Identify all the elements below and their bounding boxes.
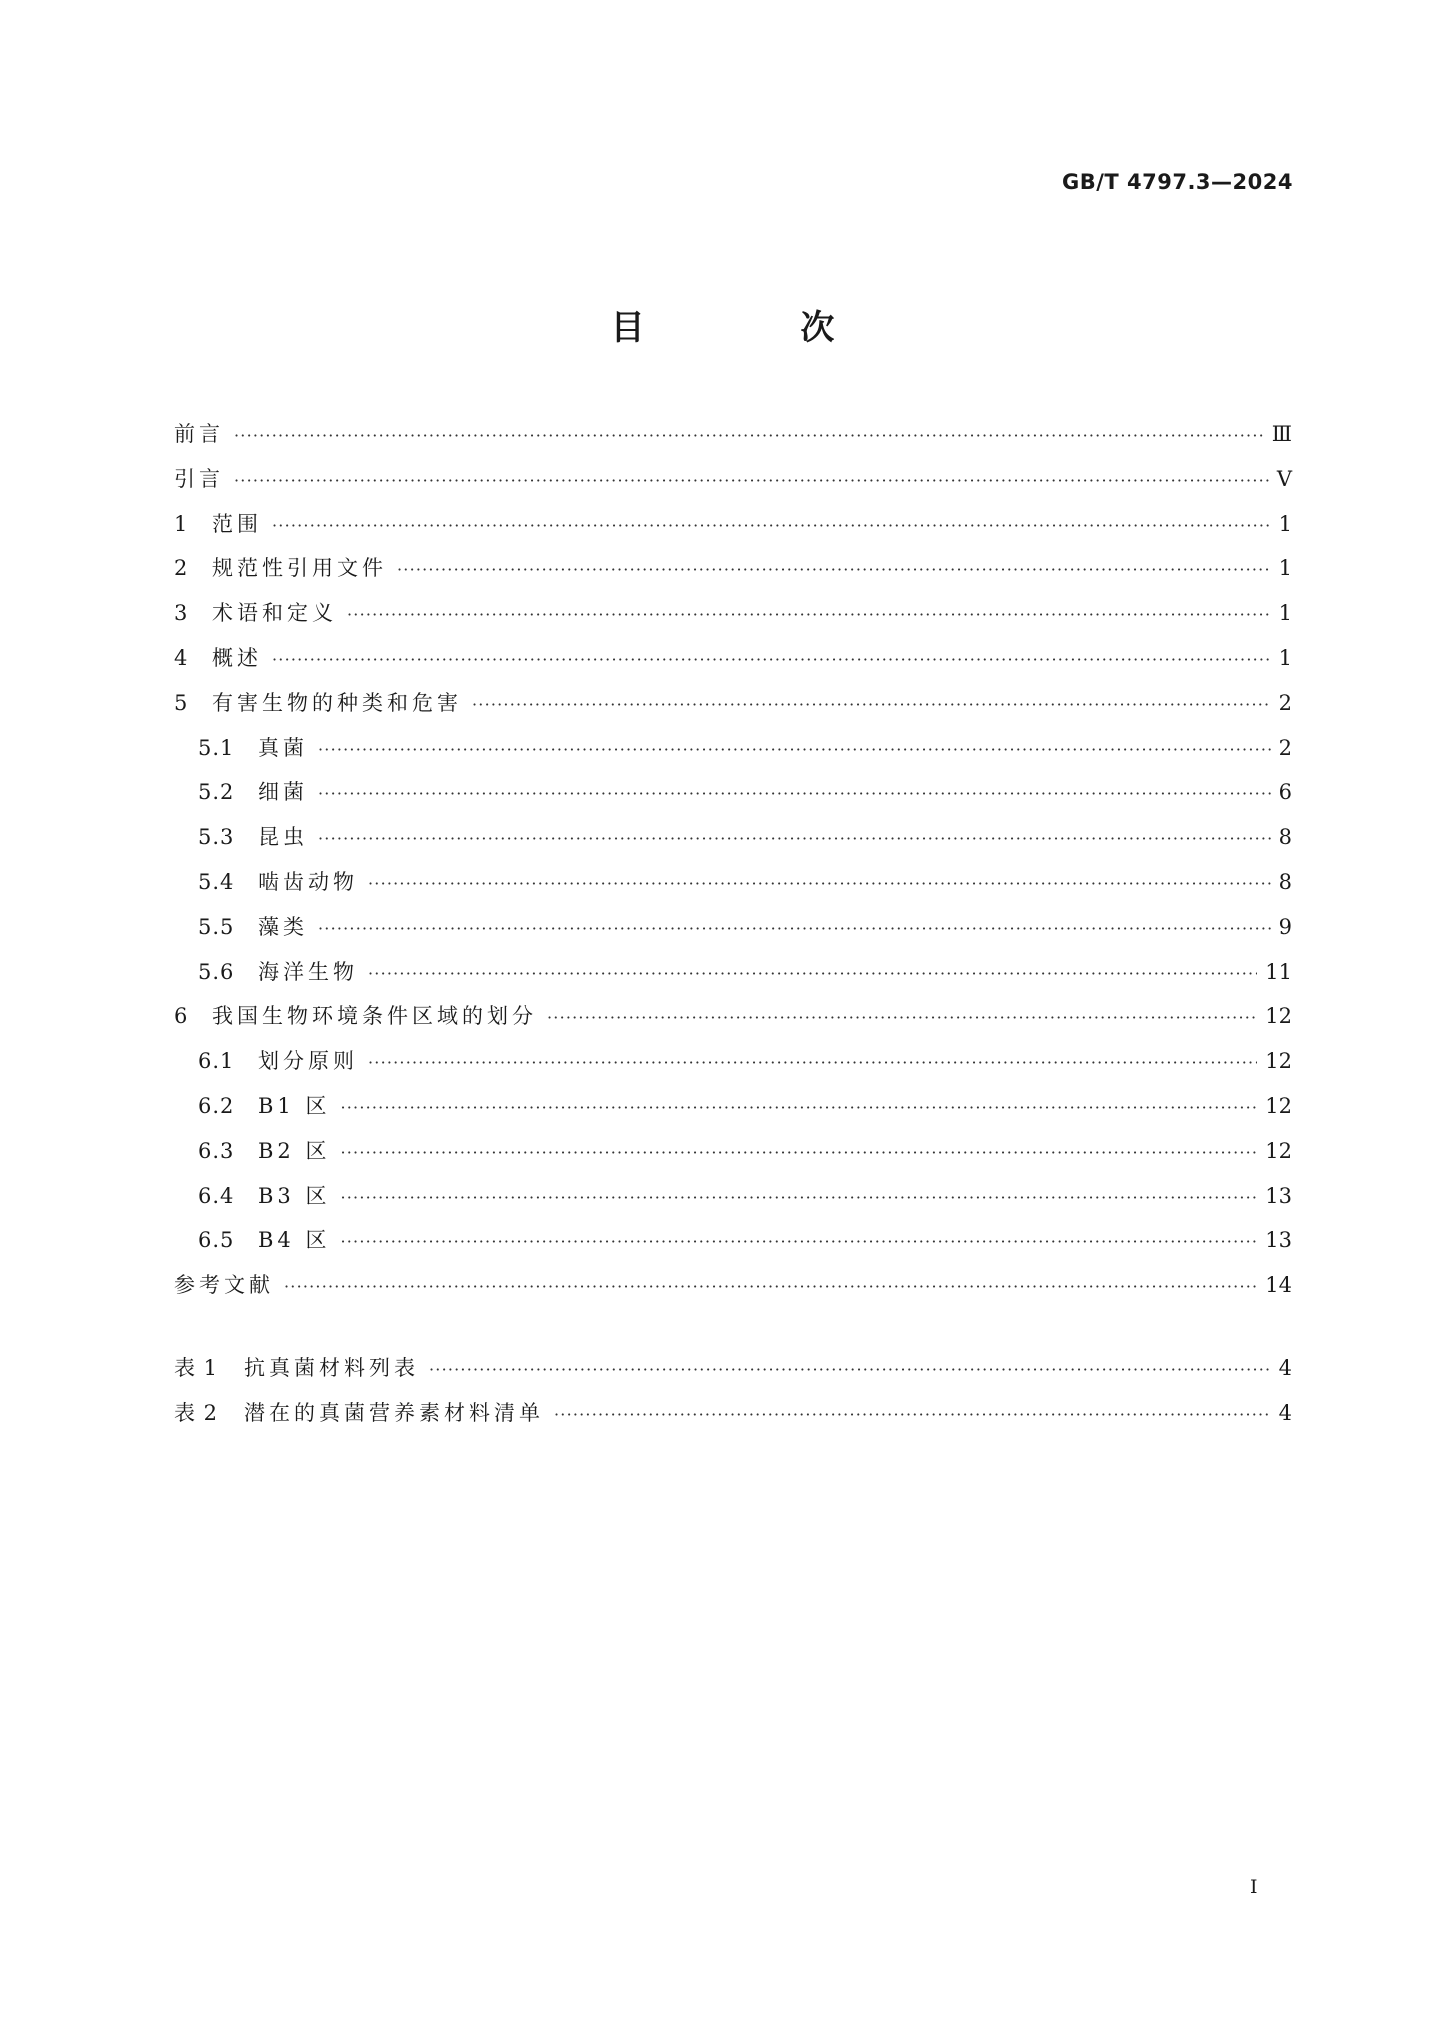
toc-leader-dots (368, 862, 1271, 907)
toc-entry-label: 有害生物的种类和危害 (212, 690, 462, 715)
toc-leader-dots (347, 593, 1271, 638)
toc-entry-number: 6.5 (198, 1228, 235, 1253)
toc-entry-page: 13 (1265, 1183, 1292, 1208)
table-entry-page: 4 (1278, 1356, 1292, 1380)
toc-leader-dots (340, 1220, 1257, 1265)
toc-entry[interactable] (174, 681, 1292, 726)
toc-entry[interactable] (174, 457, 1292, 502)
toc-leader-dots (272, 504, 1271, 549)
toc-entry-page: 1 (1278, 601, 1292, 626)
toc-entry-number: 5.4 (198, 869, 235, 894)
toc-subentry[interactable] (174, 1218, 1292, 1263)
toc-entry-label: B1 区 (258, 1093, 331, 1118)
toc-entry-number: 6.2 (198, 1093, 235, 1118)
table-entry[interactable] (174, 1391, 1292, 1436)
toc-subentry[interactable] (174, 905, 1292, 950)
toc-entry-page: 12 (1265, 1093, 1292, 1118)
toc-entry-label: 规范性引用文件 (212, 556, 387, 581)
toc-entry-number: 5 (174, 690, 189, 715)
toc-entry-page: 1 (1278, 556, 1292, 581)
toc-leader-dots (234, 459, 1269, 504)
toc-entry-page: Ⅴ (1276, 466, 1292, 491)
toc-subentry[interactable] (174, 950, 1292, 995)
toc-leader-dots (318, 817, 1271, 862)
toc-leader-dots (472, 683, 1271, 728)
toc-entry-page: 2 (1278, 735, 1292, 760)
toc-entry-page: 8 (1278, 869, 1292, 894)
table-entry-number: 表 1 (174, 1356, 219, 1380)
toc-entry-number: 5.5 (198, 914, 235, 939)
toc-entry-label: 范围 (212, 511, 262, 536)
toc-entry-label: 参考文献 (174, 1273, 274, 1298)
toc-entry-page: 13 (1265, 1228, 1292, 1253)
toc-entry-number: 1 (174, 511, 189, 536)
toc-entry-page: 2 (1278, 690, 1292, 715)
toc-entry-page: 8 (1278, 825, 1292, 850)
toc-entry-number: 2 (174, 556, 189, 581)
toc-subentry[interactable] (174, 1129, 1292, 1174)
toc-entry-label: 划分原则 (258, 1049, 358, 1074)
toc-entry[interactable] (174, 591, 1292, 636)
toc-leader-dots (318, 772, 1271, 817)
toc-entry-page: 1 (1278, 511, 1292, 536)
toc-entry-label: 真菌 (258, 735, 308, 760)
toc-entry-page: 14 (1265, 1273, 1292, 1298)
table-entry[interactable] (174, 1346, 1292, 1391)
toc-leader-dots (340, 1131, 1257, 1176)
toc-entry-label: 海洋生物 (258, 959, 358, 984)
toc-entry-page: 12 (1265, 1138, 1292, 1163)
toc-entry-label: B2 区 (258, 1138, 331, 1163)
toc-leader-dots (429, 1348, 1271, 1393)
toc-entry-page: 11 (1265, 959, 1292, 984)
toc-leader-dots (547, 996, 1257, 1041)
toc-leader-dots (272, 638, 1271, 683)
table-list (174, 1346, 1292, 1436)
table-entry-number: 表 2 (174, 1400, 219, 1425)
toc-subentry[interactable] (174, 1039, 1292, 1084)
toc-entry-number: 6.1 (198, 1049, 235, 1074)
toc-subentry[interactable] (174, 770, 1292, 815)
table-entry-label: 潜在的真菌营养素材料清单 (244, 1400, 544, 1425)
table-entry-label: 抗真菌材料列表 (244, 1356, 419, 1380)
toc-entry-label: 藻类 (258, 914, 308, 939)
toc-subentry[interactable] (174, 860, 1292, 905)
toc-entry-label: 啮齿动物 (258, 869, 358, 894)
toc-entry-number: 4 (174, 645, 189, 670)
toc-entry[interactable] (174, 546, 1292, 591)
toc-leader-dots (368, 952, 1257, 997)
toc-entry-page: 1 (1278, 645, 1292, 670)
toc-entry-number: 6.4 (198, 1183, 235, 1208)
toc-title: 目 次 (610, 308, 907, 348)
toc-entry-number: 6.3 (198, 1138, 235, 1163)
toc-leader-dots (318, 728, 1271, 773)
toc-subentry[interactable] (174, 1084, 1292, 1129)
toc-list (174, 412, 1292, 1308)
toc-entry-label: 昆虫 (258, 825, 308, 850)
toc-entry[interactable] (174, 994, 1292, 1039)
toc-entry-label: 术语和定义 (212, 601, 337, 626)
toc-entry[interactable] (174, 1263, 1292, 1308)
toc-entry-number: 5.2 (198, 780, 235, 805)
standard-code: GB/T 4797.3—2024 (1061, 170, 1293, 194)
toc-entry[interactable] (174, 636, 1292, 681)
toc-entry-label: 引言 (174, 466, 224, 491)
toc-leader-dots (234, 414, 1264, 459)
toc-entry-label: 前言 (174, 422, 224, 446)
toc-subentry[interactable] (174, 726, 1292, 771)
toc-entry-page: 12 (1265, 1004, 1292, 1029)
toc-entry-page: 6 (1278, 780, 1292, 805)
toc-entry-number: 5.6 (198, 959, 235, 984)
toc-entry[interactable] (174, 412, 1292, 457)
toc-entry-number: 5.3 (198, 825, 235, 850)
page-number: I (1250, 1876, 1258, 1898)
toc-entry-page: 9 (1278, 914, 1292, 939)
toc-leader-dots (340, 1086, 1257, 1131)
toc-leader-dots (340, 1176, 1257, 1221)
table-entry-page: 4 (1278, 1400, 1292, 1425)
toc-entry-label: 概述 (212, 645, 262, 670)
toc-entry-label: B3 区 (258, 1183, 331, 1208)
toc-entry-number: 3 (174, 601, 189, 626)
toc-entry[interactable] (174, 502, 1292, 547)
toc-leader-dots (397, 548, 1271, 593)
toc-entry-label: 我国生物环境条件区域的划分 (212, 1004, 537, 1029)
toc-entry-page: 12 (1265, 1049, 1292, 1074)
toc-leader-dots (554, 1393, 1271, 1438)
toc-entry-number: 5.1 (198, 735, 235, 760)
toc-subentry[interactable] (174, 1174, 1292, 1219)
toc-entry-page: Ⅲ (1271, 422, 1292, 446)
toc-entry-label: 细菌 (258, 780, 308, 805)
toc-leader-dots (368, 1041, 1257, 1086)
toc-entry-label: B4 区 (258, 1228, 331, 1253)
toc-subentry[interactable] (174, 815, 1292, 860)
toc-leader-dots (284, 1265, 1257, 1310)
toc-leader-dots (318, 907, 1271, 952)
toc-entry-number: 6 (174, 1004, 189, 1029)
